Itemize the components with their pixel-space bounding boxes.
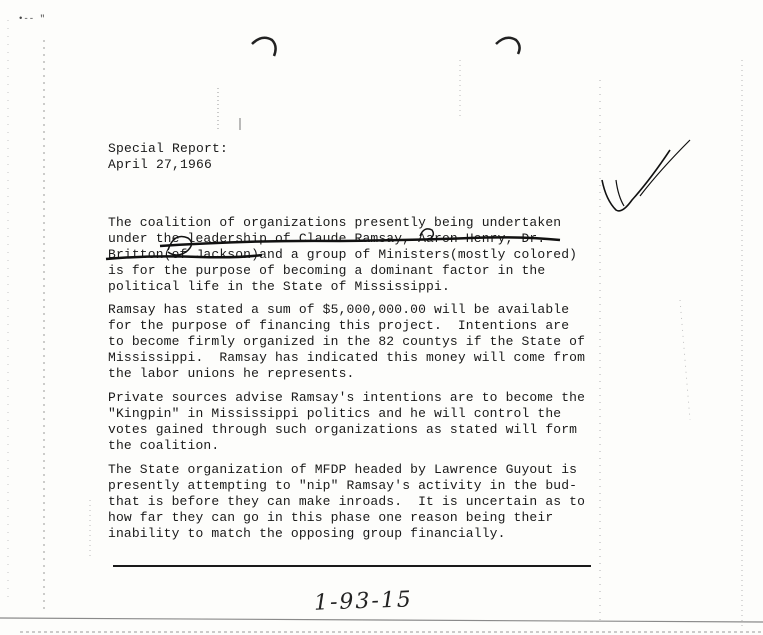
text-line: to become firmly organized in the 82 countys if the State of (108, 334, 586, 349)
punch-hole-left (252, 38, 276, 56)
paragraph-4 (108, 462, 585, 542)
text-line: how far they can go in this phase one reason being their (108, 510, 554, 525)
check-mark (602, 150, 670, 211)
text-line: political life in the State of Mississippi. (108, 279, 450, 294)
handwritten-file-number: 1-93-15 (313, 587, 414, 616)
text-line: The coalition of organizations presently being undertaken (108, 215, 562, 230)
text-line: inability to match the opposing group financially. (108, 526, 506, 541)
text-line: Private sources advise Ramsay's intentions are to become the (108, 390, 586, 405)
text-line: "Kingpin" in Mississippi politics and he will control the (108, 406, 562, 421)
text-line: the labor unions he represents. (108, 366, 355, 381)
text-line: is for the purpose of becoming a dominant factor in the (108, 263, 546, 278)
text-line: votes gained through such organizations as stated will form (108, 422, 578, 437)
text-line: The State organization of MFDP headed by Lawrence Guyout is (108, 462, 578, 477)
horizontal-rule (113, 565, 591, 567)
report-header (108, 141, 228, 173)
text-line: the coalition. (108, 438, 220, 453)
check-mark (640, 140, 690, 196)
report-type: Special Report: (108, 141, 229, 156)
punch-hole-right (496, 38, 520, 54)
text-line: that is before they can make inroads. It is uncertain as to (108, 494, 586, 509)
text-line: under the leadership of Claude Ramsay, Aaron Henry, Dr. (108, 231, 546, 246)
paragraph-1 (108, 215, 577, 295)
text-line: Ramsay has stated a sum of $5,000,000.00 will be available (108, 302, 570, 317)
text-line: Mississippi. Ramsay has indicated this money will come from (108, 350, 586, 365)
text-line: Britton(of Jackson)and a group of Ministers(mostly colored) (108, 247, 578, 262)
corner-mark: •-- " (18, 14, 46, 24)
paragraph-3 (108, 390, 585, 454)
report-date: April 27,1966 (108, 157, 213, 172)
check-mark (616, 180, 624, 206)
text-line: for the purpose of financing this project. Intentions are (108, 318, 570, 333)
paragraph-2 (108, 302, 585, 382)
text-line: presently attempting to "nip" Ramsay's activity in the bud- (108, 478, 578, 493)
